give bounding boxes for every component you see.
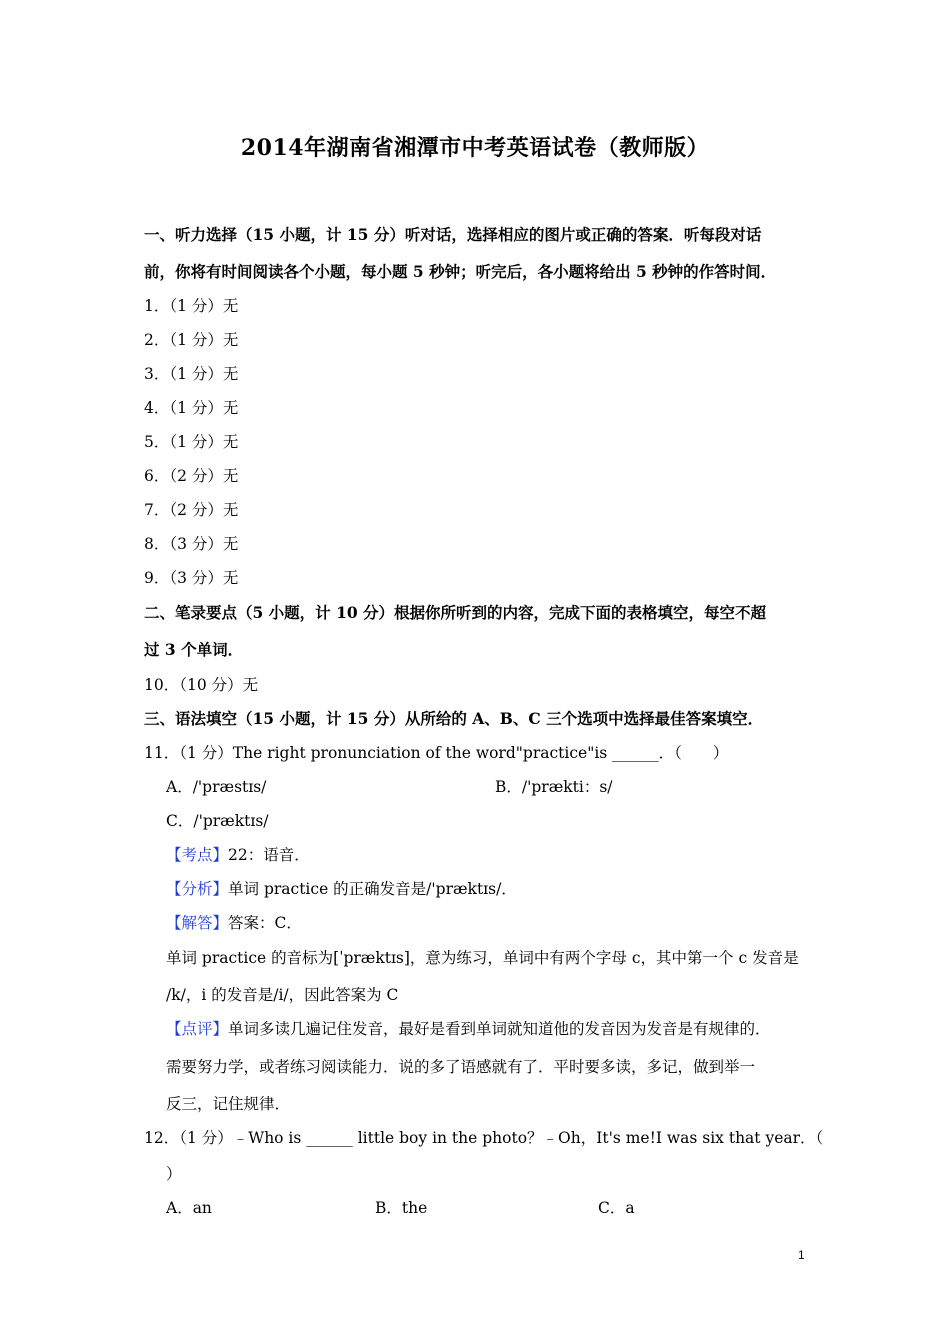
kaodian-text: 22：语音． — [228, 846, 310, 864]
question-12-stem: 12．（1 分）﹣Who is ______ little boy in the photo？﹣Oh，It's me!I was six that year．（ — [144, 1129, 824, 1147]
page-number: 1 — [798, 1248, 805, 1262]
dianping-line2: 需要努力学，或者练习阅读能力．说的多了语感就有了．平时要多读，多记，做到举一 — [166, 1058, 756, 1076]
dianping-text: 单词多读几遍记住发音，最好是看到单词就知道他的发音因为发音是有规律的． — [228, 1020, 771, 1038]
page-title: 2014年湖南省湘潭市中考英语试卷（教师版） — [240, 135, 710, 161]
fenxi-line — [166, 877, 517, 899]
question-12-stem-end: ） — [166, 1165, 182, 1183]
question-item: 10．（10 分）无 — [144, 676, 259, 694]
fenxi-text: 单词 practice 的正确发音是/'præktɪs/． — [228, 880, 517, 898]
question-item: 9．（3 分）无 — [144, 569, 239, 587]
question-item: 2．（1 分）无 — [144, 331, 239, 349]
option-a: A．an — [166, 1199, 212, 1217]
question-item: 8．（3 分）无 — [144, 535, 239, 553]
section1-heading-line2: 前，你将有时间阅读各个小题，每小题 5 秒钟；听完后，各小题将给出 5 秒钟的作答时间． — [144, 262, 777, 281]
option-c: C．a — [598, 1199, 635, 1217]
question-item: 3．（1 分）无 — [144, 365, 239, 383]
question-item: 4．（1 分）无 — [144, 399, 239, 417]
section2-heading-line1: 二、笔录要点（5 小题，计 10 分）根据你所听到的内容，完成下面的表格填空，每空不超 — [144, 603, 767, 622]
question-item: 5．（1 分）无 — [144, 433, 239, 451]
explanation-line2: /k/，i 的发音是/i/，因此答案为 C — [166, 986, 399, 1004]
dianping-line3: 反三，记住规律． — [166, 1095, 291, 1113]
jieda-line — [166, 911, 302, 933]
explanation-line1: 单词 practice 的音标为[ˈpræktɪs]，意为练习，单词中有两个字母 c，其中第一个 c 发音是 — [166, 949, 799, 967]
kaodian-line — [166, 843, 310, 865]
section2-heading-line2: 过 3 个单词． — [144, 640, 244, 659]
option-c: C．/'præktɪs/ — [166, 812, 269, 830]
dianping-line1 — [166, 1017, 771, 1039]
fenxi-tag: 【分析】 — [166, 880, 229, 898]
question-item: 7．（2 分）无 — [144, 501, 239, 519]
jieda-text: 答案：C． — [228, 914, 302, 932]
option-a: A．/'præstɪs/ — [166, 778, 267, 796]
kaodian-tag: 【考点】 — [166, 846, 229, 864]
option-b: B．the — [375, 1199, 428, 1217]
question-item: 1．（1 分）无 — [144, 297, 239, 315]
jieda-tag: 【解答】 — [166, 914, 229, 932]
section3-heading: 三、语法填空（15 小题，计 15 分）从所给的 A、B、C 三个选项中选择最佳答案填空． — [144, 709, 764, 728]
option-b: B．/'prækti：s/ — [495, 778, 613, 796]
section1-heading-line1: 一、听力选择（15 小题，计 15 分）听对话，选择相应的图片或正确的答案．听每段对话 — [144, 225, 762, 244]
question-11-stem: 11．（1 分）The right pronunciation of the word"practice"is ______．（ ） — [144, 744, 729, 762]
dianping-tag: 【点评】 — [166, 1020, 229, 1038]
question-item: 6．（2 分）无 — [144, 467, 239, 485]
